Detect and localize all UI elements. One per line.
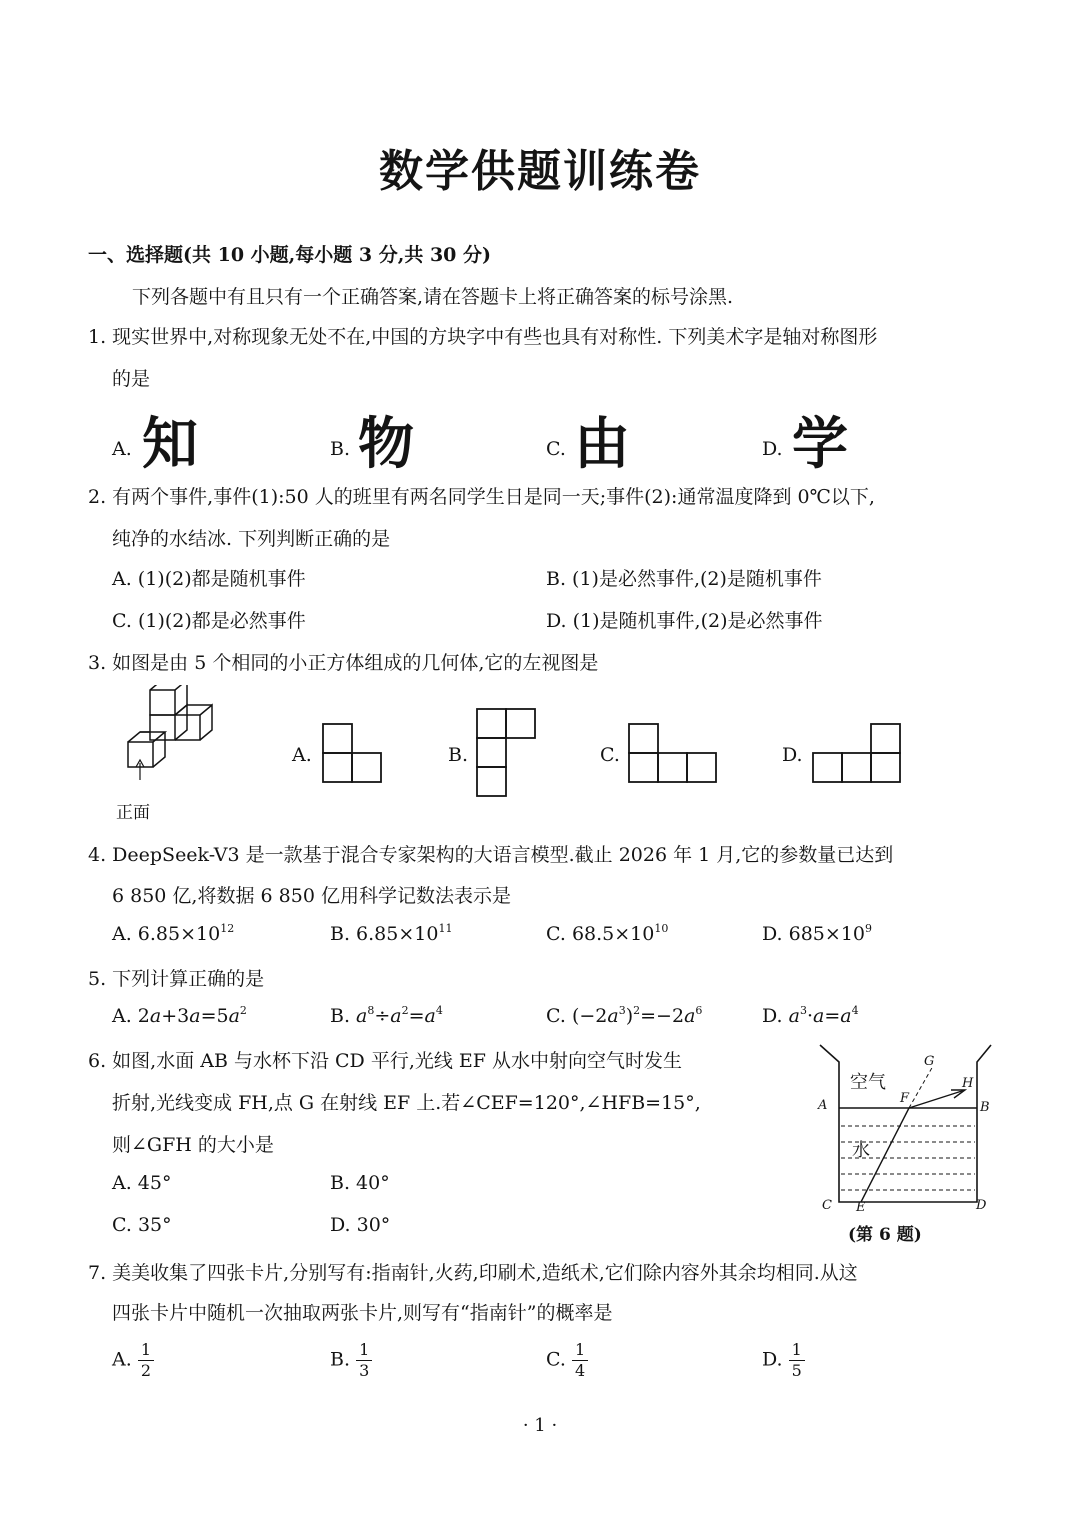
q6-stem-line2: 折射,光线变成 FH,点 G 在射线 EF 上.若∠CEF=120°,∠HFB=15°, [112, 1092, 701, 1114]
page-number: · 1 · [522, 1415, 558, 1436]
q4-option-b: B. $6.85\times 10^{11}$ [330, 922, 453, 945]
q7-option-a: A. $\frac{1}{2}$ [112, 1340, 154, 1381]
q4-stem-line2: 6 850 亿,将数据 6 850 亿用科学记数法表示是 [112, 885, 511, 907]
q6-option-c: C. 35° [112, 1214, 172, 1236]
q2-option-d: D. (1)是随机事件,(2)是必然事件 [546, 610, 823, 632]
q2-option-b: B. (1)是必然事件,(2)是随机事件 [546, 568, 822, 590]
q5-option-d: D. $a^3\cdot a=a^4$ [762, 1004, 859, 1027]
q6-refraction-figure [815, 1040, 995, 1220]
q2-stem-line2: 纯净的水结冰. 下列判断正确的是 [112, 528, 391, 550]
page-title: 数学供题训练卷 [379, 146, 701, 197]
q1-stem-line2: 的是 [112, 368, 151, 390]
q2-option-c: C. (1)(2)都是必然事件 [112, 610, 306, 632]
q6-option-a: A. 45° [112, 1172, 172, 1194]
q1-option-c-label: C. [546, 438, 566, 460]
q1-option-a-label: A. [112, 438, 132, 460]
q3-option-d-label: D. [782, 744, 803, 766]
q4-option-a: A. $6.85\times 10^{12}$ [112, 922, 235, 945]
q6-point-f: F [900, 1091, 910, 1106]
q3-option-a-label: A. [292, 744, 312, 766]
q3-solid-figure [110, 685, 240, 810]
q6-point-e: E [856, 1200, 866, 1215]
q5-stem: 5. 下列计算正确的是 [88, 968, 265, 990]
q3-option-d-figure [812, 723, 904, 785]
q6-point-h: H [962, 1076, 974, 1091]
q1-option-d-char: 学 [792, 412, 848, 477]
q5-option-c: C. $(-2a^3)^2=-2a^6$ [546, 1004, 703, 1027]
q7-option-b: B. $\frac{1}{3}$ [330, 1340, 372, 1381]
q6-point-a: A [818, 1098, 828, 1113]
q1-option-d-label: D. [762, 438, 783, 460]
q1-option-b-char: 物 [358, 412, 414, 477]
q2-option-a: A. (1)(2)都是随机事件 [112, 568, 306, 590]
q3-front-label: 正面 [116, 803, 150, 823]
q7-stem-line1: 7. 美美收集了四张卡片,分别写有:指南针,火药,印刷术,造纸术,它们除内容外其余均相同.从这 [88, 1262, 858, 1284]
q3-option-a-figure [322, 723, 384, 785]
q3-stem: 3. 如图是由 5 个相同的小正方体组成的几何体,它的左视图是 [88, 652, 599, 674]
q6-figure-water-label: 水 [852, 1140, 870, 1161]
q3-option-c-label: C. [600, 744, 620, 766]
q4-option-c: C. $68.5\times 10^{10}$ [546, 922, 669, 945]
q6-point-d: D [976, 1198, 987, 1213]
q7-option-d: D. $\frac{1}{5}$ [762, 1340, 805, 1381]
q4-option-d: D. $685\times 10^9$ [762, 922, 872, 945]
q6-figure-caption: (第 6 题) [848, 1225, 922, 1245]
section-heading: 一、选择题(共 10 小题,每小题 3 分,共 30 分) [88, 244, 491, 266]
q1-option-a-char: 知 [142, 412, 198, 477]
q6-option-d: D. 30° [330, 1214, 391, 1236]
q1-stem-line1: 1. 现实世界中,对称现象无处不在,中国的方块字中有些也具有对称性. 下列美术字是轴对称图形 [88, 326, 878, 348]
q6-point-b: B [980, 1100, 990, 1115]
q6-point-g: G [924, 1054, 935, 1069]
section-instruction: 下列各题中有且只有一个正确答案,请在答题卡上将正确答案的标号涂黑. [132, 286, 734, 308]
q6-stem-line3: 则∠GFH 的大小是 [112, 1134, 274, 1156]
q5-option-a: A. $2a+3a=5a^2$ [112, 1004, 247, 1027]
q7-stem-line2: 四张卡片中随机一次抽取两张卡片,则写有“指南针”的概率是 [112, 1302, 613, 1324]
q3-option-b-figure [476, 708, 538, 800]
q1-option-c-char: 由 [574, 412, 630, 477]
q6-figure-air-label: 空气 [850, 1072, 886, 1093]
q7-option-c: C. $\frac{1}{4}$ [546, 1340, 588, 1381]
q2-stem-line1: 2. 有两个事件,事件(1):50 人的班里有两名同学生日是同一天;事件(2):通常温度降到 0℃以下, [88, 486, 875, 508]
q4-stem-line1: 4. DeepSeek-V3 是一款基于混合专家架构的大语言模型.截止 2026 年 1 月,它的参数量已达到 [88, 844, 894, 866]
q6-stem-line1: 6. 如图,水面 AB 与水杯下沿 CD 平行,光线 EF 从水中射向空气时发生 [88, 1050, 682, 1072]
q6-option-b: B. 40° [330, 1172, 390, 1194]
q5-option-b: B. $a^8\div a^2=a^4$ [330, 1004, 443, 1027]
q1-option-b-label: B. [330, 438, 351, 460]
q6-point-c: C [822, 1198, 832, 1213]
q3-option-b-label: B. [448, 744, 469, 766]
q3-option-c-figure [628, 723, 720, 785]
